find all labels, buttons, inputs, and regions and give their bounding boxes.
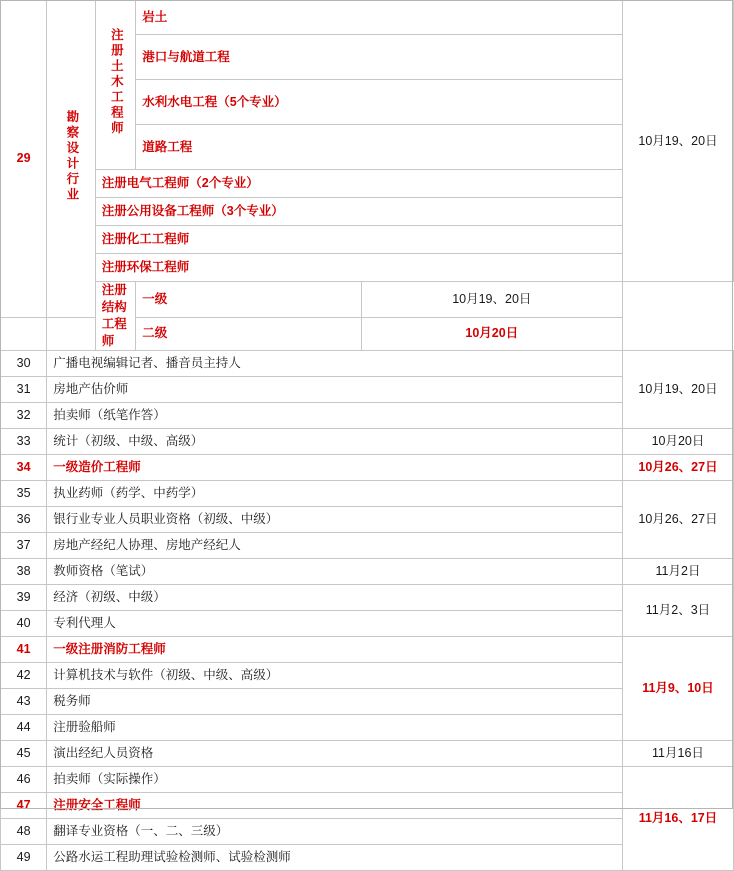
row-number: 39 bbox=[1, 584, 47, 610]
table-row bbox=[1, 636, 734, 662]
subgroup-label: 注册土木工程师 bbox=[109, 28, 124, 137]
exam-date: 11月2日 bbox=[622, 558, 733, 584]
row-number: 44 bbox=[1, 714, 47, 740]
exam-name: 房地产经纪人协理、房地产经纪人 bbox=[47, 532, 623, 558]
row-number: 38 bbox=[1, 558, 47, 584]
row-number: 36 bbox=[1, 506, 47, 532]
exam-name: 拍卖师（纸笔作答） bbox=[47, 402, 623, 428]
table-body bbox=[1, 1, 734, 871]
exam-date: 10月19、20日 bbox=[622, 1, 733, 282]
row-number: 47 bbox=[1, 792, 47, 818]
exam-name: 银行业专业人员职业资格（初级、中级） bbox=[47, 506, 623, 532]
exam-name: 注册安全工程师 bbox=[47, 792, 623, 818]
row-number: 46 bbox=[1, 766, 47, 792]
row-number: 34 bbox=[1, 454, 47, 480]
subgroup-item: 港口与航道工程 bbox=[136, 35, 623, 80]
exam-name: 演出经纪人员资格 bbox=[47, 740, 623, 766]
exam-date: 11月16、17日 bbox=[622, 766, 733, 870]
table-row bbox=[1, 454, 734, 480]
row-number: 40 bbox=[1, 610, 47, 636]
exam-date: 11月2、3日 bbox=[622, 584, 733, 636]
exam-level: 一级 bbox=[136, 282, 361, 318]
exam-name: 注册电气工程师（2个专业） bbox=[95, 170, 622, 198]
row-number: 31 bbox=[1, 376, 47, 402]
exam-name: 注册验船师 bbox=[47, 714, 623, 740]
exam-name: 执业药师（药学、中药学） bbox=[47, 480, 623, 506]
exam-date: 10月19、20日 bbox=[361, 282, 622, 318]
row-number: 37 bbox=[1, 532, 47, 558]
exam-name: 房地产估价师 bbox=[47, 376, 623, 402]
exam-name: 拍卖师（实际操作） bbox=[47, 766, 623, 792]
row-number: 43 bbox=[1, 688, 47, 714]
row-number: 48 bbox=[1, 818, 47, 844]
exam-date: 10月20日 bbox=[622, 428, 733, 454]
table-row bbox=[1, 428, 734, 454]
row-number: 35 bbox=[1, 480, 47, 506]
industry-label: 勘察设计行业 bbox=[64, 109, 79, 203]
subgroup-item: 岩土 bbox=[136, 1, 623, 35]
exam-name: 公路水运工程助理试验检测师、试验检测师 bbox=[47, 844, 623, 870]
industry-cell bbox=[47, 1, 96, 318]
table-row bbox=[1, 766, 734, 792]
table-row bbox=[1, 350, 734, 376]
table-row bbox=[1, 740, 734, 766]
table-row bbox=[1, 558, 734, 584]
exam-date: 11月9、10日 bbox=[622, 636, 733, 740]
table-row bbox=[1, 1, 734, 35]
exam-name: 统计（初级、中级、高级） bbox=[47, 428, 623, 454]
exam-name: 税务师 bbox=[47, 688, 623, 714]
row-number: 42 bbox=[1, 662, 47, 688]
subgroup-item: 水利水电工程（5个专业） bbox=[136, 80, 623, 125]
exam-name: 一级造价工程师 bbox=[47, 454, 623, 480]
row-number: 49 bbox=[1, 844, 47, 870]
subgroup-item: 道路工程 bbox=[136, 125, 623, 170]
row-number: 29 bbox=[1, 1, 47, 318]
exam-date: 10月20日 bbox=[361, 317, 622, 350]
exam-name: 一级注册消防工程师 bbox=[47, 636, 623, 662]
table-row bbox=[1, 480, 734, 506]
exam-name: 翻译专业资格（一、二、三级） bbox=[47, 818, 623, 844]
exam-name: 注册结构工程师 bbox=[95, 282, 135, 351]
exam-name: 注册环保工程师 bbox=[95, 254, 622, 282]
row-number: 32 bbox=[1, 402, 47, 428]
exam-name: 经济（初级、中级） bbox=[47, 584, 623, 610]
exam-name: 专利代理人 bbox=[47, 610, 623, 636]
exam-date: 10月26、27日 bbox=[622, 454, 733, 480]
exam-name: 注册公用设备工程师（3个专业） bbox=[95, 198, 622, 226]
subgroup-cell bbox=[95, 1, 135, 170]
row-number: 33 bbox=[1, 428, 47, 454]
row-number: 41 bbox=[1, 636, 47, 662]
exam-level: 二级 bbox=[136, 317, 361, 350]
exam-date: 10月19、20日 bbox=[622, 350, 733, 428]
row-number bbox=[1, 317, 47, 350]
exam-name: 教师资格（笔试） bbox=[47, 558, 623, 584]
table-row bbox=[1, 584, 734, 610]
row-number: 30 bbox=[1, 350, 47, 376]
exam-name: 广播电视编辑记者、播音员主持人 bbox=[47, 350, 623, 376]
exam-name: 注册化工工程师 bbox=[95, 226, 622, 254]
exam-date: 10月26、27日 bbox=[622, 480, 733, 558]
exam-date: 11月16日 bbox=[622, 740, 733, 766]
table-row bbox=[1, 282, 734, 318]
exam-name: 计算机技术与软件（初级、中级、高级） bbox=[47, 662, 623, 688]
row-number: 45 bbox=[1, 740, 47, 766]
